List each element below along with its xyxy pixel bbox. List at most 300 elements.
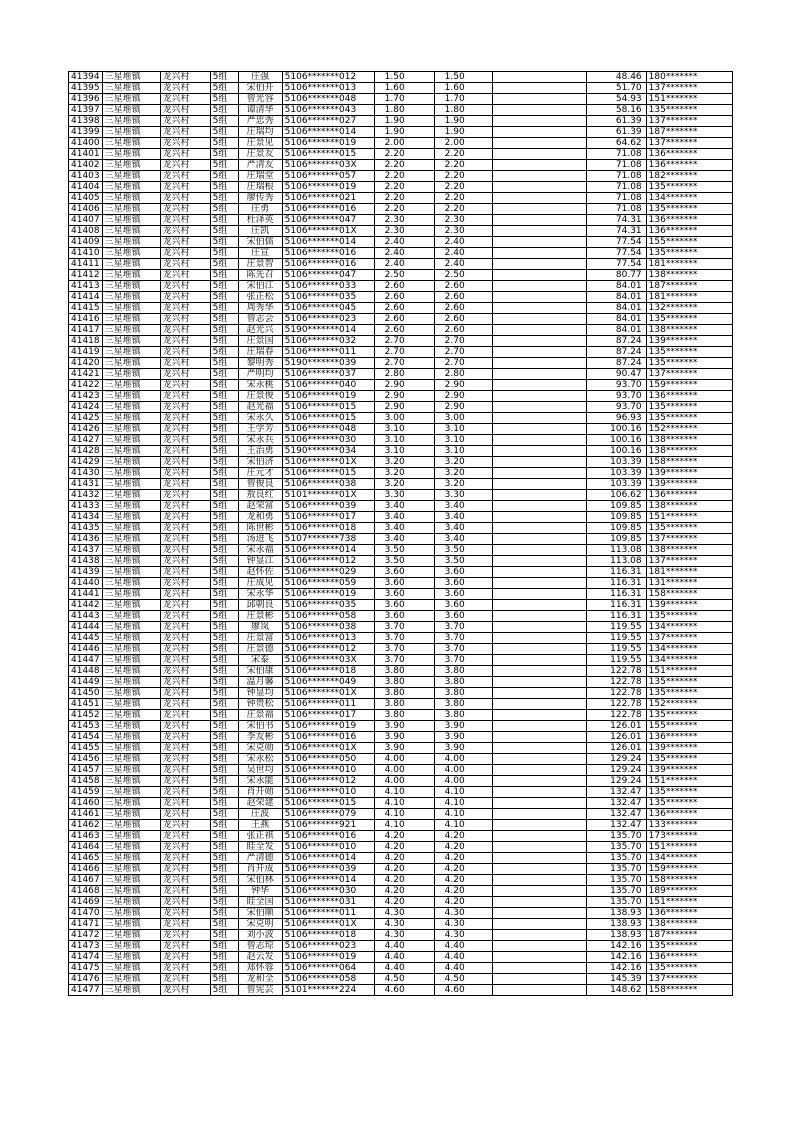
group-cell: 5组: [210, 138, 238, 149]
name-cell: 曾志会: [238, 314, 282, 325]
id-number-cell: 5106*******037: [282, 369, 374, 380]
remark-cell: [492, 545, 586, 556]
amount-cell: 132.47: [586, 820, 646, 831]
area1-cell: 3.10: [374, 435, 434, 446]
name-cell: 温月馨: [238, 677, 282, 688]
area1-cell: 3.20: [374, 457, 434, 468]
area2-cell: 2.60: [434, 303, 492, 314]
name-cell: 宋伯济: [238, 457, 282, 468]
remark-cell: [492, 314, 586, 325]
amount-cell: 119.55: [586, 633, 646, 644]
village-cell: 龙兴村: [160, 974, 210, 985]
amount-cell: 84.01: [586, 292, 646, 303]
area1-cell: 3.60: [374, 567, 434, 578]
table-row: [69, 314, 733, 325]
row-index: 41430: [69, 468, 103, 479]
table-row: [69, 743, 733, 754]
phone-cell: 135*******: [646, 402, 732, 413]
remark-cell: [492, 347, 586, 358]
row-index: 41453: [69, 721, 103, 732]
group-cell: 5组: [210, 391, 238, 402]
area2-cell: 2.70: [434, 347, 492, 358]
town-cell: 三星堆镇: [102, 677, 160, 688]
name-cell: 宋永华: [238, 589, 282, 600]
name-cell: 赵荣富: [238, 501, 282, 512]
group-cell: 5组: [210, 281, 238, 292]
village-cell: 龙兴村: [160, 171, 210, 182]
area2-cell: 2.00: [434, 138, 492, 149]
name-cell: 庄景俊: [238, 391, 282, 402]
name-cell: 眭全发: [238, 842, 282, 853]
village-cell: 龙兴村: [160, 424, 210, 435]
remark-cell: [492, 534, 586, 545]
area1-cell: 4.20: [374, 875, 434, 886]
town-cell: 三星堆镇: [102, 512, 160, 523]
town-cell: 三星堆镇: [102, 116, 160, 127]
row-index: 41470: [69, 908, 103, 919]
village-cell: 龙兴村: [160, 688, 210, 699]
id-number-cell: 5106*******035: [282, 292, 374, 303]
village-cell: 龙兴村: [160, 677, 210, 688]
id-number-cell: 5106*******015: [282, 798, 374, 809]
name-cell: 庄勇: [238, 204, 282, 215]
id-number-cell: 5106*******013: [282, 83, 374, 94]
town-cell: 三星堆镇: [102, 523, 160, 534]
id-number-cell: 5106*******019: [282, 182, 374, 193]
area1-cell: 2.80: [374, 369, 434, 380]
row-index: 41423: [69, 391, 103, 402]
area1-cell: 2.20: [374, 149, 434, 160]
name-cell: 曾光容: [238, 94, 282, 105]
town-cell: 三星堆镇: [102, 952, 160, 963]
area2-cell: 2.20: [434, 160, 492, 171]
remark-cell: [492, 215, 586, 226]
town-cell: 三星堆镇: [102, 974, 160, 985]
amount-cell: 84.01: [586, 314, 646, 325]
village-cell: 龙兴村: [160, 534, 210, 545]
row-index: 41446: [69, 644, 103, 655]
name-cell: 宋克明: [238, 919, 282, 930]
area2-cell: 2.40: [434, 248, 492, 259]
town-cell: 三星堆镇: [102, 446, 160, 457]
village-cell: 龙兴村: [160, 358, 210, 369]
remark-cell: [492, 358, 586, 369]
row-index: 41452: [69, 710, 103, 721]
group-cell: 5组: [210, 380, 238, 391]
table-row: [69, 655, 733, 666]
town-cell: 三星堆镇: [102, 688, 160, 699]
phone-cell: 152*******: [646, 699, 732, 710]
remark-cell: [492, 391, 586, 402]
name-cell: 眭全国: [238, 897, 282, 908]
group-cell: 5组: [210, 259, 238, 270]
area1-cell: 4.10: [374, 820, 434, 831]
table-row: [69, 842, 733, 853]
area1-cell: 2.70: [374, 358, 434, 369]
phone-cell: 134*******: [646, 622, 732, 633]
town-cell: 三星堆镇: [102, 226, 160, 237]
area2-cell: 4.60: [434, 985, 492, 996]
table-row: [69, 523, 733, 534]
amount-cell: 135.70: [586, 886, 646, 897]
group-cell: 5组: [210, 556, 238, 567]
row-index: 41475: [69, 963, 103, 974]
table-row: [69, 127, 733, 138]
name-cell: 庄景富: [238, 633, 282, 644]
remark-cell: [492, 864, 586, 875]
village-cell: 龙兴村: [160, 347, 210, 358]
table-row: [69, 160, 733, 171]
phone-cell: 181*******: [646, 259, 732, 270]
name-cell: 赵怀佐: [238, 567, 282, 578]
row-index: 41397: [69, 105, 103, 116]
name-cell: 赵云发: [238, 952, 282, 963]
row-index: 41399: [69, 127, 103, 138]
id-number-cell: 5106*******058: [282, 974, 374, 985]
id-number-cell: 5106*******012: [282, 72, 374, 83]
id-number-cell: 5106*******030: [282, 886, 374, 897]
row-index: 41443: [69, 611, 103, 622]
amount-cell: 138.93: [586, 919, 646, 930]
area1-cell: 2.60: [374, 292, 434, 303]
group-cell: 5组: [210, 303, 238, 314]
remark-cell: [492, 380, 586, 391]
area2-cell: 2.30: [434, 215, 492, 226]
phone-cell: 137*******: [646, 369, 732, 380]
area2-cell: 3.90: [434, 743, 492, 754]
phone-cell: 138*******: [646, 270, 732, 281]
amount-cell: 64.62: [586, 138, 646, 149]
remark-cell: [492, 743, 586, 754]
amount-cell: 122.78: [586, 688, 646, 699]
name-cell: 严忠秀: [238, 116, 282, 127]
remark-cell: [492, 281, 586, 292]
id-number-cell: 5106*******019: [282, 589, 374, 600]
amount-cell: 116.31: [586, 578, 646, 589]
phone-cell: 139*******: [646, 336, 732, 347]
table-row: [69, 809, 733, 820]
remark-cell: [492, 160, 586, 171]
village-cell: 龙兴村: [160, 325, 210, 336]
area1-cell: 2.20: [374, 182, 434, 193]
table-row: [69, 545, 733, 556]
row-index: 41413: [69, 281, 103, 292]
amount-cell: 122.78: [586, 666, 646, 677]
area2-cell: 2.90: [434, 380, 492, 391]
row-index: 41396: [69, 94, 103, 105]
town-cell: 三星堆镇: [102, 809, 160, 820]
group-cell: 5组: [210, 952, 238, 963]
town-cell: 三星堆镇: [102, 490, 160, 501]
phone-cell: 181*******: [646, 292, 732, 303]
phone-cell: 135*******: [646, 941, 732, 952]
area2-cell: 3.20: [434, 457, 492, 468]
area2-cell: 4.20: [434, 875, 492, 886]
amount-cell: 126.01: [586, 732, 646, 743]
id-number-cell: 5106*******040: [282, 380, 374, 391]
name-cell: 庄元才: [238, 468, 282, 479]
phone-cell: 135*******: [646, 677, 732, 688]
group-cell: 5组: [210, 534, 238, 545]
town-cell: 三星堆镇: [102, 930, 160, 941]
group-cell: 5组: [210, 875, 238, 886]
amount-cell: 77.54: [586, 259, 646, 270]
group-cell: 5组: [210, 523, 238, 534]
id-number-cell: 5106*******015: [282, 468, 374, 479]
group-cell: 5组: [210, 193, 238, 204]
village-cell: 龙兴村: [160, 105, 210, 116]
id-number-cell: 5106*******038: [282, 479, 374, 490]
amount-cell: 135.70: [586, 831, 646, 842]
id-number-cell: 5106*******023: [282, 941, 374, 952]
remark-cell: [492, 556, 586, 567]
row-index: 41437: [69, 545, 103, 556]
town-cell: 三星堆镇: [102, 545, 160, 556]
phone-cell: 132*******: [646, 303, 732, 314]
amount-cell: 145.39: [586, 974, 646, 985]
id-number-cell: 5106*******01X: [282, 457, 374, 468]
area1-cell: 1.80: [374, 105, 434, 116]
name-cell: 宋永久: [238, 413, 282, 424]
row-index: 41400: [69, 138, 103, 149]
id-number-cell: 5106*******019: [282, 138, 374, 149]
table-row: [69, 589, 733, 600]
amount-cell: 129.24: [586, 776, 646, 787]
phone-cell: 155*******: [646, 237, 732, 248]
area2-cell: 2.20: [434, 149, 492, 160]
area2-cell: 4.00: [434, 754, 492, 765]
area1-cell: 3.50: [374, 556, 434, 567]
village-cell: 龙兴村: [160, 94, 210, 105]
id-number-cell: 5106*******018: [282, 930, 374, 941]
table-row: [69, 875, 733, 886]
area2-cell: 2.20: [434, 193, 492, 204]
phone-cell: 136*******: [646, 952, 732, 963]
table-row: [69, 853, 733, 864]
village-cell: 龙兴村: [160, 578, 210, 589]
remark-cell: [492, 809, 586, 820]
name-cell: 宋永能: [238, 776, 282, 787]
name-cell: 廖岚: [238, 622, 282, 633]
name-cell: 张正祺: [238, 831, 282, 842]
row-index: 41460: [69, 798, 103, 809]
name-cell: 宋克勋: [238, 743, 282, 754]
town-cell: 三星堆镇: [102, 237, 160, 248]
remark-cell: [492, 611, 586, 622]
group-cell: 5组: [210, 842, 238, 853]
remark-cell: [492, 369, 586, 380]
phone-cell: 138*******: [646, 325, 732, 336]
row-index: 41444: [69, 622, 103, 633]
group-cell: 5组: [210, 402, 238, 413]
remark-cell: [492, 897, 586, 908]
phone-cell: 151*******: [646, 842, 732, 853]
village-cell: 龙兴村: [160, 776, 210, 787]
town-cell: 三星堆镇: [102, 281, 160, 292]
table-row: [69, 83, 733, 94]
group-cell: 5组: [210, 600, 238, 611]
village-cell: 龙兴村: [160, 787, 210, 798]
phone-cell: 134*******: [646, 853, 732, 864]
table-row: [69, 380, 733, 391]
town-cell: 三星堆镇: [102, 391, 160, 402]
phone-cell: 180*******: [646, 72, 732, 83]
id-number-cell: 5106*******035: [282, 600, 374, 611]
village-cell: 龙兴村: [160, 204, 210, 215]
amount-cell: 87.24: [586, 336, 646, 347]
name-cell: 赵光福: [238, 402, 282, 413]
remark-cell: [492, 182, 586, 193]
amount-cell: 138.93: [586, 930, 646, 941]
name-cell: 宋伯康: [238, 666, 282, 677]
town-cell: 三星堆镇: [102, 897, 160, 908]
village-cell: 龙兴村: [160, 864, 210, 875]
town-cell: 三星堆镇: [102, 160, 160, 171]
remark-cell: [492, 105, 586, 116]
group-cell: 5组: [210, 347, 238, 358]
village-cell: 龙兴村: [160, 468, 210, 479]
id-number-cell: 5106*******049: [282, 677, 374, 688]
row-index: 41474: [69, 952, 103, 963]
town-cell: 三星堆镇: [102, 655, 160, 666]
amount-cell: 122.78: [586, 699, 646, 710]
amount-cell: 103.39: [586, 479, 646, 490]
town-cell: 三星堆镇: [102, 864, 160, 875]
phone-cell: 155*******: [646, 721, 732, 732]
id-number-cell: 5106*******064: [282, 963, 374, 974]
village-cell: 龙兴村: [160, 380, 210, 391]
id-number-cell: 5106*******013: [282, 633, 374, 644]
area2-cell: 3.80: [434, 666, 492, 677]
row-index: 41440: [69, 578, 103, 589]
area1-cell: 4.30: [374, 919, 434, 930]
table-row: [69, 270, 733, 281]
village-cell: 龙兴村: [160, 72, 210, 83]
area2-cell: 4.20: [434, 897, 492, 908]
group-cell: 5组: [210, 567, 238, 578]
row-index: 41403: [69, 171, 103, 182]
name-cell: 庄凯: [238, 226, 282, 237]
area1-cell: 3.80: [374, 710, 434, 721]
amount-cell: 122.78: [586, 677, 646, 688]
group-cell: 5组: [210, 765, 238, 776]
row-index: 41450: [69, 688, 103, 699]
area2-cell: 4.00: [434, 765, 492, 776]
id-number-cell: 5106*******057: [282, 171, 374, 182]
area1-cell: 2.40: [374, 237, 434, 248]
town-cell: 三星堆镇: [102, 369, 160, 380]
village-cell: 龙兴村: [160, 336, 210, 347]
town-cell: 三星堆镇: [102, 589, 160, 600]
name-cell: 李友彬: [238, 732, 282, 743]
name-cell: 严清德: [238, 853, 282, 864]
village-cell: 龙兴村: [160, 930, 210, 941]
id-number-cell: 5106*******011: [282, 908, 374, 919]
table-row: [69, 622, 733, 633]
row-index: 41457: [69, 765, 103, 776]
area2-cell: 4.10: [434, 798, 492, 809]
name-cell: 宋永福: [238, 545, 282, 556]
table-row: [69, 446, 733, 457]
row-index: 41467: [69, 875, 103, 886]
village-cell: 龙兴村: [160, 446, 210, 457]
phone-cell: 138*******: [646, 919, 732, 930]
area2-cell: 3.40: [434, 512, 492, 523]
village-cell: 龙兴村: [160, 193, 210, 204]
remark-cell: [492, 974, 586, 985]
id-number-cell: 5106*******019: [282, 952, 374, 963]
table-row: [69, 787, 733, 798]
name-cell: 王治勇: [238, 446, 282, 457]
amount-cell: 103.39: [586, 457, 646, 468]
group-cell: 5组: [210, 644, 238, 655]
remark-cell: [492, 853, 586, 864]
group-cell: 5组: [210, 886, 238, 897]
table-row: [69, 325, 733, 336]
phone-cell: 159*******: [646, 864, 732, 875]
id-number-cell: 5106*******016: [282, 732, 374, 743]
group-cell: 5组: [210, 941, 238, 952]
row-index: 41442: [69, 600, 103, 611]
phone-cell: 131*******: [646, 578, 732, 589]
group-cell: 5组: [210, 798, 238, 809]
area1-cell: 3.20: [374, 468, 434, 479]
area1-cell: 3.30: [374, 490, 434, 501]
area2-cell: 3.90: [434, 721, 492, 732]
table-row: [69, 688, 733, 699]
village-cell: 龙兴村: [160, 490, 210, 501]
phone-cell: 152*******: [646, 424, 732, 435]
id-number-cell: 5106*******014: [282, 127, 374, 138]
remark-cell: [492, 930, 586, 941]
remark-cell: [492, 820, 586, 831]
group-cell: 5组: [210, 369, 238, 380]
remark-cell: [492, 413, 586, 424]
amount-cell: 77.54: [586, 237, 646, 248]
phone-cell: 151*******: [646, 94, 732, 105]
name-cell: 庄景彬: [238, 611, 282, 622]
row-index: 41425: [69, 413, 103, 424]
remark-cell: [492, 512, 586, 523]
id-number-cell: 5106*******016: [282, 248, 374, 259]
phone-cell: 151*******: [646, 512, 732, 523]
row-index: 41416: [69, 314, 103, 325]
phone-cell: 136*******: [646, 490, 732, 501]
area2-cell: 2.60: [434, 281, 492, 292]
name-cell: 庄瑞根: [238, 182, 282, 193]
group-cell: 5组: [210, 215, 238, 226]
village-cell: 龙兴村: [160, 237, 210, 248]
area1-cell: 2.70: [374, 347, 434, 358]
group-cell: 5组: [210, 248, 238, 259]
phone-cell: 181*******: [646, 567, 732, 578]
area2-cell: 4.30: [434, 919, 492, 930]
area2-cell: 4.50: [434, 974, 492, 985]
row-index: 41468: [69, 886, 103, 897]
remark-cell: [492, 666, 586, 677]
town-cell: 三星堆镇: [102, 149, 160, 160]
village-cell: 龙兴村: [160, 182, 210, 193]
phone-cell: 135*******: [646, 787, 732, 798]
name-cell: 宋泰: [238, 655, 282, 666]
group-cell: 5组: [210, 270, 238, 281]
name-cell: 庄强: [238, 72, 282, 83]
amount-cell: 132.47: [586, 809, 646, 820]
village-cell: 龙兴村: [160, 842, 210, 853]
phone-cell: 158*******: [646, 875, 732, 886]
area1-cell: 3.80: [374, 666, 434, 677]
area1-cell: 4.10: [374, 809, 434, 820]
